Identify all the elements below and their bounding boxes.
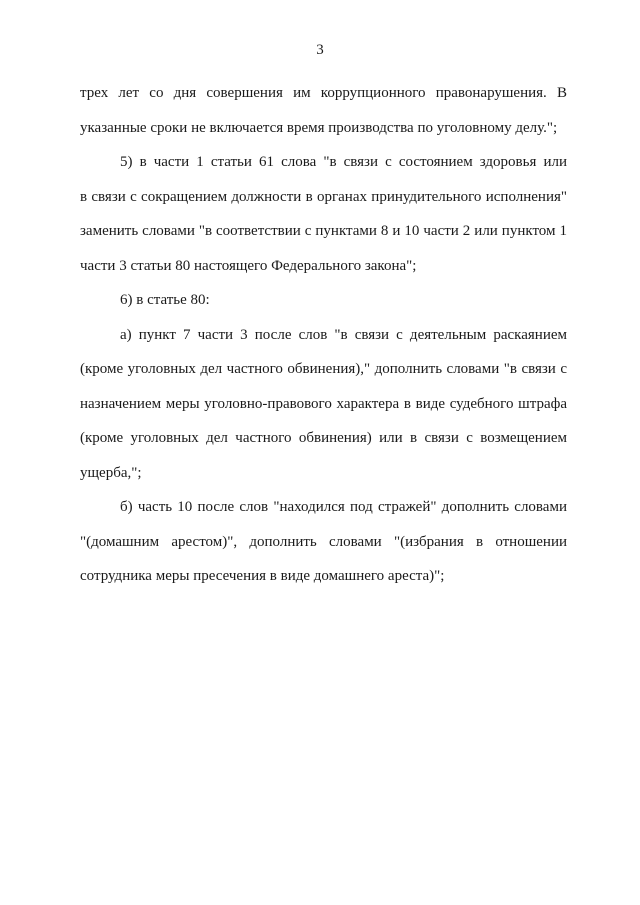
text-line: сотрудника меры пресечения в виде домашнего ареста)"; bbox=[80, 568, 445, 584]
text-line: ущерба,"; bbox=[80, 464, 142, 481]
paragraph-item-6 bbox=[80, 283, 567, 318]
text-line: заменить словами "в соответствии с пунктами 8 и 10 части 2 или пунктом 1 bbox=[80, 223, 567, 239]
text-line: б) часть 10 после слов "находился под стражей" дополнить словами bbox=[120, 499, 567, 515]
text-line: "(домашним арестом)", дополнить словами "(избрания в отношении bbox=[80, 533, 567, 550]
text-line: части 3 статьи 80 настоящего Федерального закона"; bbox=[80, 257, 417, 274]
text-line: а) пункт 7 части 3 после слов "в связи с деятельным раскаянием bbox=[120, 326, 567, 343]
paragraph-subitem-a bbox=[80, 318, 567, 491]
text-line: (кроме уголовных дел частного обвинения)," дополнить словами "в связи с bbox=[80, 361, 567, 377]
text-line: трех лет со дня совершения им коррупционного правонарушения. В bbox=[80, 85, 567, 101]
paragraph-subitem-b bbox=[80, 490, 567, 594]
paragraph-item-5 bbox=[80, 145, 567, 283]
page-number: 3 bbox=[316, 42, 324, 58]
text-line: 6) в статье 80: bbox=[120, 292, 210, 308]
text-line: в связи с сокращением должности в органах принудительного исполнения" bbox=[80, 188, 567, 205]
text-line: назначением меры уголовно-правового характера в виде судебного штрафа bbox=[80, 395, 567, 412]
document-body bbox=[80, 76, 567, 594]
text-line: указанные сроки не включается время производства по уголовному делу."; bbox=[80, 119, 558, 136]
text-line: (кроме уголовных дел частного обвинения) или в связи с возмещением bbox=[80, 430, 567, 446]
text-line: 5) в части 1 статьи 61 слова "в связи с состоянием здоровья или bbox=[120, 154, 567, 170]
paragraph-continuation bbox=[80, 76, 567, 145]
